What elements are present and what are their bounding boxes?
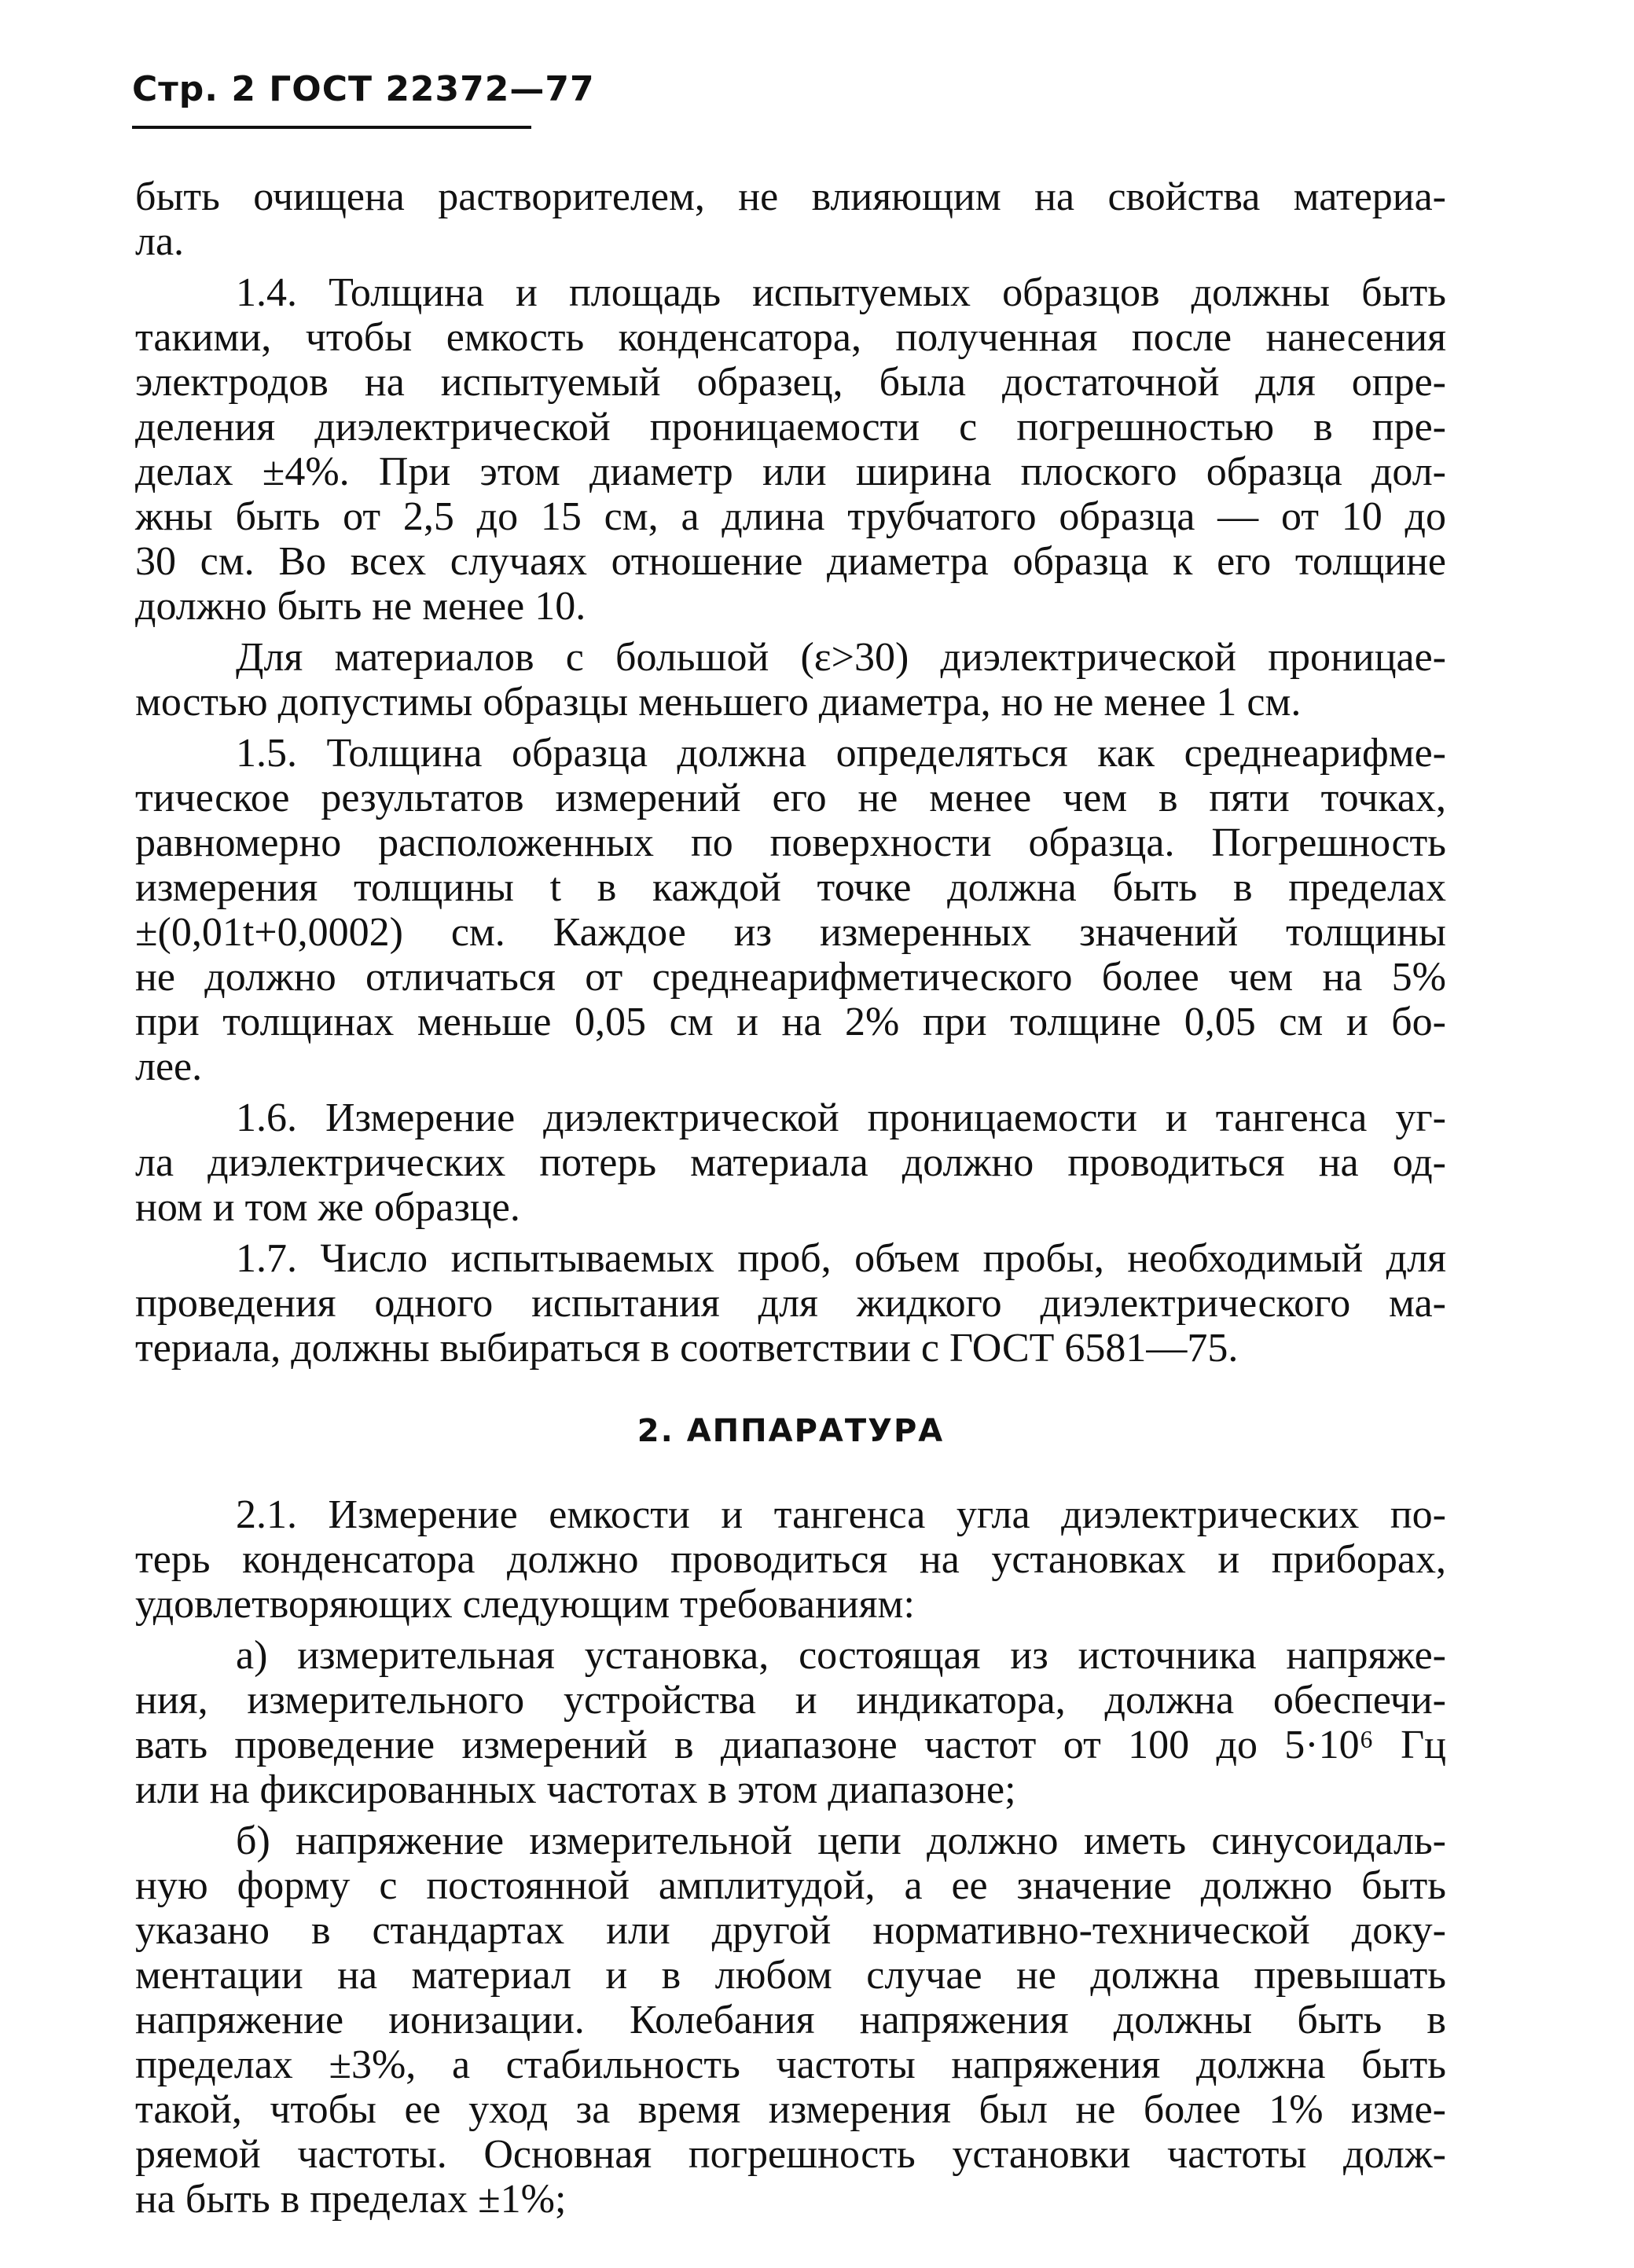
text-line: должно быть не менее 10. bbox=[135, 584, 586, 629]
text-line: ряемой частоты. Основная погрешность установки частоты долж- bbox=[135, 2132, 1446, 2177]
text-line: или на фиксированных частотах в этом диапазоне; bbox=[135, 1767, 1016, 1812]
text-line: напряжение ионизации. Колебания напряжения должны быть в bbox=[135, 1998, 1446, 2042]
text-line: 1.5. Толщина образца должна определяться как среднеарифме- bbox=[236, 731, 1446, 776]
text-line: ла. bbox=[135, 219, 185, 264]
text-line: такими, чтобы емкость конденсатора, полученная после нанесения bbox=[135, 315, 1446, 360]
text-line: удовлетворяющих следующим требованиям: bbox=[135, 1582, 915, 1627]
text-line: ±(0,01t+0,0002) см. Каждое из измеренных значений толщины bbox=[135, 910, 1446, 955]
text-line: ную форму с постоянной амплитудой, а ее значение должно быть bbox=[135, 1863, 1446, 1908]
text-line: делах ±4%. При этом диаметр или ширина плоского образца дол- bbox=[135, 450, 1446, 494]
text-line: деления диэлектрической проницаемости с погрешностью в пре- bbox=[135, 405, 1446, 450]
header-rule bbox=[132, 126, 531, 129]
text-line: указано в стандартах или другой нормативно-технической доку- bbox=[135, 1908, 1446, 1953]
text-line: б) напряжение измерительной цепи должно иметь синусоидаль- bbox=[236, 1818, 1446, 1863]
text-line: а) измерительная установка, состоящая из источника напряже- bbox=[236, 1633, 1446, 1678]
text-line: не должно отличаться от среднеарифметического более чем на 5% bbox=[135, 955, 1446, 1000]
text-line: ла диэлектрических потерь материала должно проводиться на од- bbox=[135, 1140, 1446, 1185]
text-line: лее. bbox=[135, 1044, 203, 1089]
text-line: тическое результатов измерений его не менее чем в пяти точках, bbox=[135, 776, 1446, 820]
text-line: электродов на испытуемый образец, была достаточной для опре- bbox=[135, 360, 1446, 405]
text-line: быть очищена растворителем, не влияющим на свойства материа- bbox=[135, 174, 1446, 219]
text-line: проведения одного испытания для жидкого диэлектрического ма- bbox=[135, 1281, 1446, 1326]
text-line: ментации на материал и в любом случае не должна превышать bbox=[135, 1953, 1446, 1998]
text-line: измерения толщины t в каждой точке должна быть в пределах bbox=[135, 865, 1446, 910]
text-line: терь конденсатора должно проводиться на установках и приборах, bbox=[135, 1537, 1446, 1582]
text-line: 1.7. Число испытываемых проб, объем пробы, необходимый для bbox=[236, 1236, 1446, 1281]
text-line: 30 см. Во всех случаях отношение диаметра образца к его толщине bbox=[135, 539, 1446, 584]
text-line: 1.4. Толщина и площадь испытуемых образцов должны быть bbox=[236, 270, 1446, 315]
page-header: Стр. 2 ГОСТ 22372—77 bbox=[132, 69, 595, 109]
text-line: такой, чтобы ее уход за время измерения был не более 1% изме- bbox=[135, 2087, 1446, 2132]
text-line: териала, должны выбираться в соответствии с ГОСТ 6581—75. bbox=[135, 1326, 1239, 1371]
text-line: равномерно расположенных по поверхности образца. Погрешность bbox=[135, 820, 1446, 865]
text-line: при толщинах меньше 0,05 см и на 2% при толщине 0,05 см и бо- bbox=[135, 1000, 1446, 1044]
text-line: Для материалов с большой (ε>30) диэлектрической проницае- bbox=[236, 635, 1446, 680]
text-line: ном и том же образце. bbox=[135, 1185, 520, 1230]
document-body bbox=[135, 174, 1446, 2222]
text-line: на быть в пределах ±1%; bbox=[135, 2177, 567, 2222]
text-line: жны быть от 2,5 до 15 см, а длина трубчатого образца — от 10 до bbox=[135, 494, 1446, 539]
text-line: 2.1. Измерение емкости и тангенса угла диэлектрических по- bbox=[236, 1492, 1446, 1537]
text-line: ния, измерительного устройства и индикатора, должна обеспечи- bbox=[135, 1678, 1446, 1723]
text-line: мостью допустимы образцы меньшего диаметра, но не менее 1 см. bbox=[135, 680, 1302, 725]
text-line: 1.6. Измерение диэлектрической проницаемости и тангенса уг- bbox=[236, 1095, 1446, 1140]
text-line: вать проведение измерений в диапазоне частот от 100 до 5·10⁶ Гц bbox=[135, 1723, 1446, 1767]
section-heading: 2. АППАРАТУРА bbox=[637, 1413, 945, 1449]
text-line: пределах ±3%, а стабильность частоты напряжения должна быть bbox=[135, 2042, 1446, 2087]
